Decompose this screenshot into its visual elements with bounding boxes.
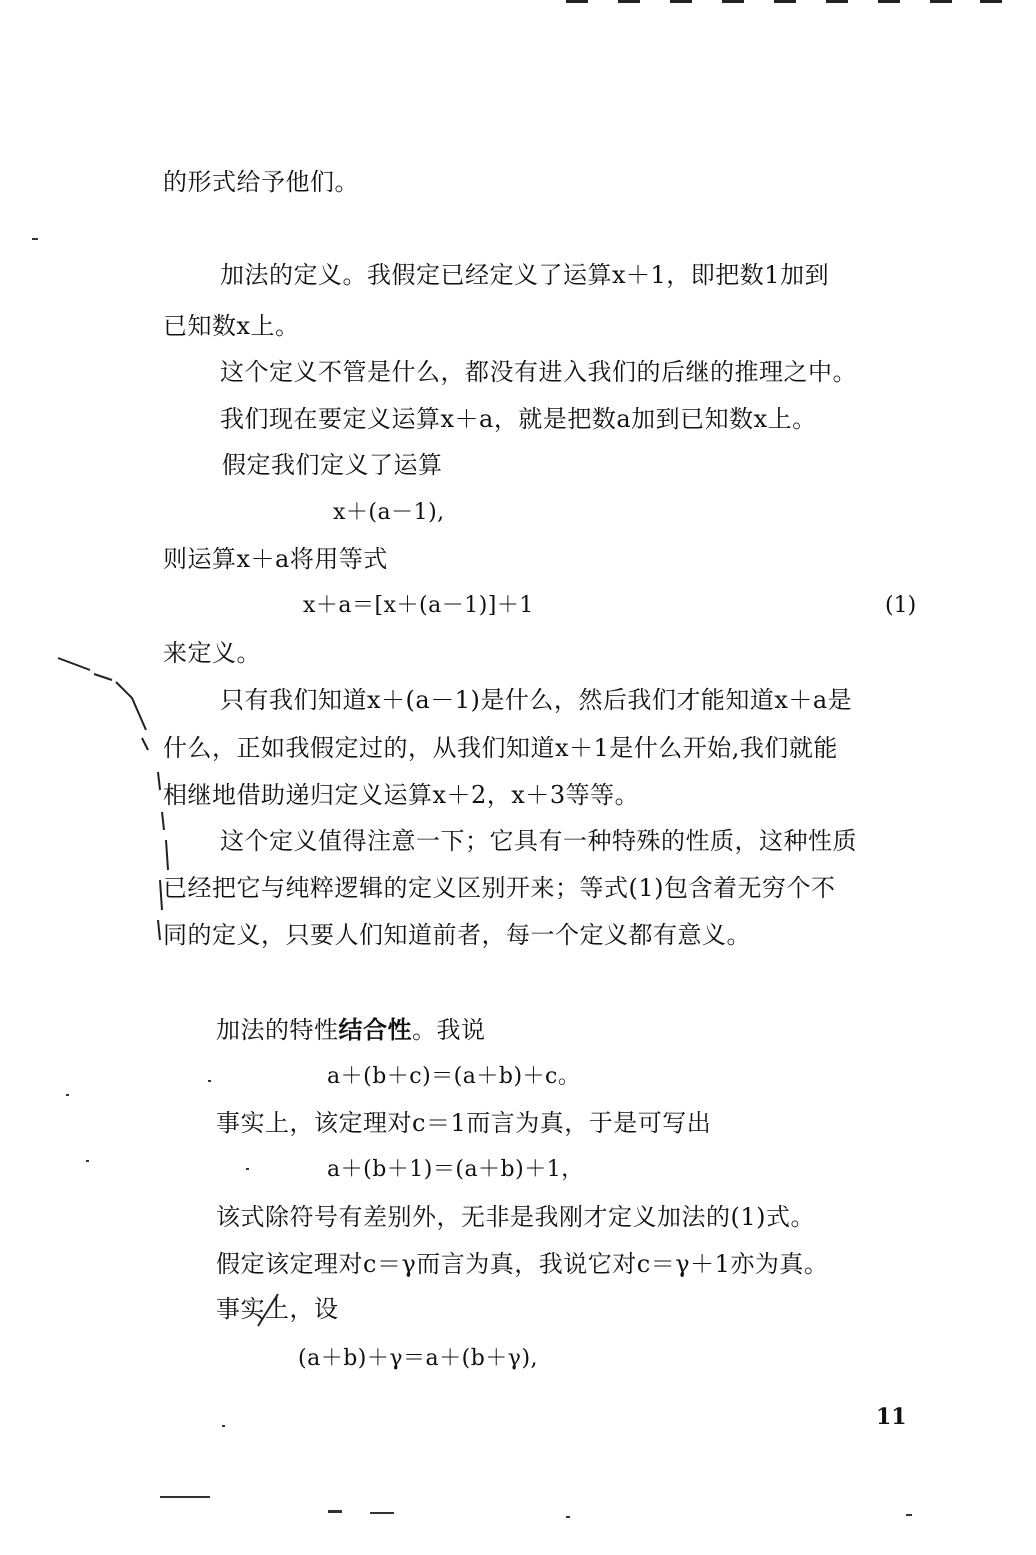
- text-line: 相继地借助递归定义运算x＋2，x＋3等等。: [163, 781, 640, 809]
- text-line: 只有我们知道x＋(a－1)是什么，然后我们才能知道x＋a是: [220, 686, 853, 714]
- text-line: 的形式给予他们。: [163, 168, 359, 196]
- top-dash: [566, 0, 588, 3]
- text-line: 这个定义值得注意一下；它具有一种特殊的性质，这种性质: [220, 827, 857, 855]
- top-dash: [826, 0, 848, 3]
- text-line: 假定该定理对c＝γ而言为真，我说它对c＝γ＋1亦为真。: [216, 1250, 829, 1278]
- pencil-slash-icon: [254, 1290, 284, 1330]
- text-line: 该式除符号有差别外，无非是我刚才定义加法的(1)式。: [216, 1203, 815, 1231]
- formula: (a＋b)＋γ＝a＋(b＋γ),: [298, 1346, 539, 1371]
- scan-speck: [208, 1080, 211, 1082]
- scan-speck: [222, 1425, 225, 1427]
- scan-speck: [328, 1510, 342, 1513]
- text-line: 同的定义，只要人们知道前者，每一个定义都有意义。: [163, 921, 751, 949]
- text-line: 事实上，设: [216, 1295, 339, 1323]
- top-dash: [722, 0, 744, 3]
- page-number: 11: [876, 1404, 907, 1430]
- top-dash: [930, 0, 952, 3]
- scan-speck: [66, 1094, 69, 1096]
- scan-speck: [86, 1160, 89, 1162]
- scan-speck: [160, 1496, 210, 1498]
- text-line: 假定我们定义了运算: [222, 451, 443, 479]
- text-line: 已经把它与纯粹逻辑的定义区别开来；等式(1)包含着无穷个不: [163, 874, 836, 902]
- text-line: 已知数x上。: [163, 312, 300, 340]
- top-dash: [774, 0, 796, 3]
- top-dash: [878, 0, 900, 3]
- section-heading-addition-definition: 加法的定义。我假定已经定义了运算x＋1，即把数1加到: [220, 261, 830, 289]
- scan-speck: [246, 1168, 249, 1170]
- text-line: 事实上，该定理对c＝1而言为真，于是可写出: [216, 1109, 712, 1137]
- formula: a＋(b＋1)＝(a＋b)＋1，: [327, 1157, 584, 1182]
- top-dash: [618, 0, 640, 3]
- text-line: 则运算x＋a将用等式: [163, 545, 388, 573]
- equation-number: (1): [885, 593, 917, 618]
- top-dash: [670, 0, 692, 3]
- formula: x＋(a－1),: [333, 500, 445, 525]
- section-heading-associativity: [216, 1015, 486, 1045]
- scan-speck: [566, 1516, 570, 1518]
- formula: a＋(b＋c)＝(a＋b)＋c。: [327, 1064, 581, 1089]
- text-line: 来定义。: [163, 639, 261, 667]
- formula-equation-1: x＋a＝[x＋(a－1)]＋1: [303, 593, 534, 618]
- text-line: 什么，正如我假定过的，从我们知道x＋1是什么开始,我们就能: [163, 734, 838, 762]
- text-line: 我们现在要定义运算x＋a，就是把数a加到已知数x上。: [220, 405, 817, 433]
- heading-keyword: 结合性: [338, 1015, 412, 1044]
- scan-speck: [906, 1514, 912, 1516]
- scan-speck: [32, 238, 38, 240]
- heading-label: 加法的特性: [216, 1016, 339, 1044]
- scan-speck: [370, 1512, 394, 1514]
- text-line: 这个定义不管是什么，都没有进入我们的后继的推理之中。: [220, 358, 857, 386]
- top-dash: [980, 0, 1002, 3]
- heading-tail: 。我说: [412, 1016, 486, 1044]
- pencil-mark-icon: [50, 640, 170, 960]
